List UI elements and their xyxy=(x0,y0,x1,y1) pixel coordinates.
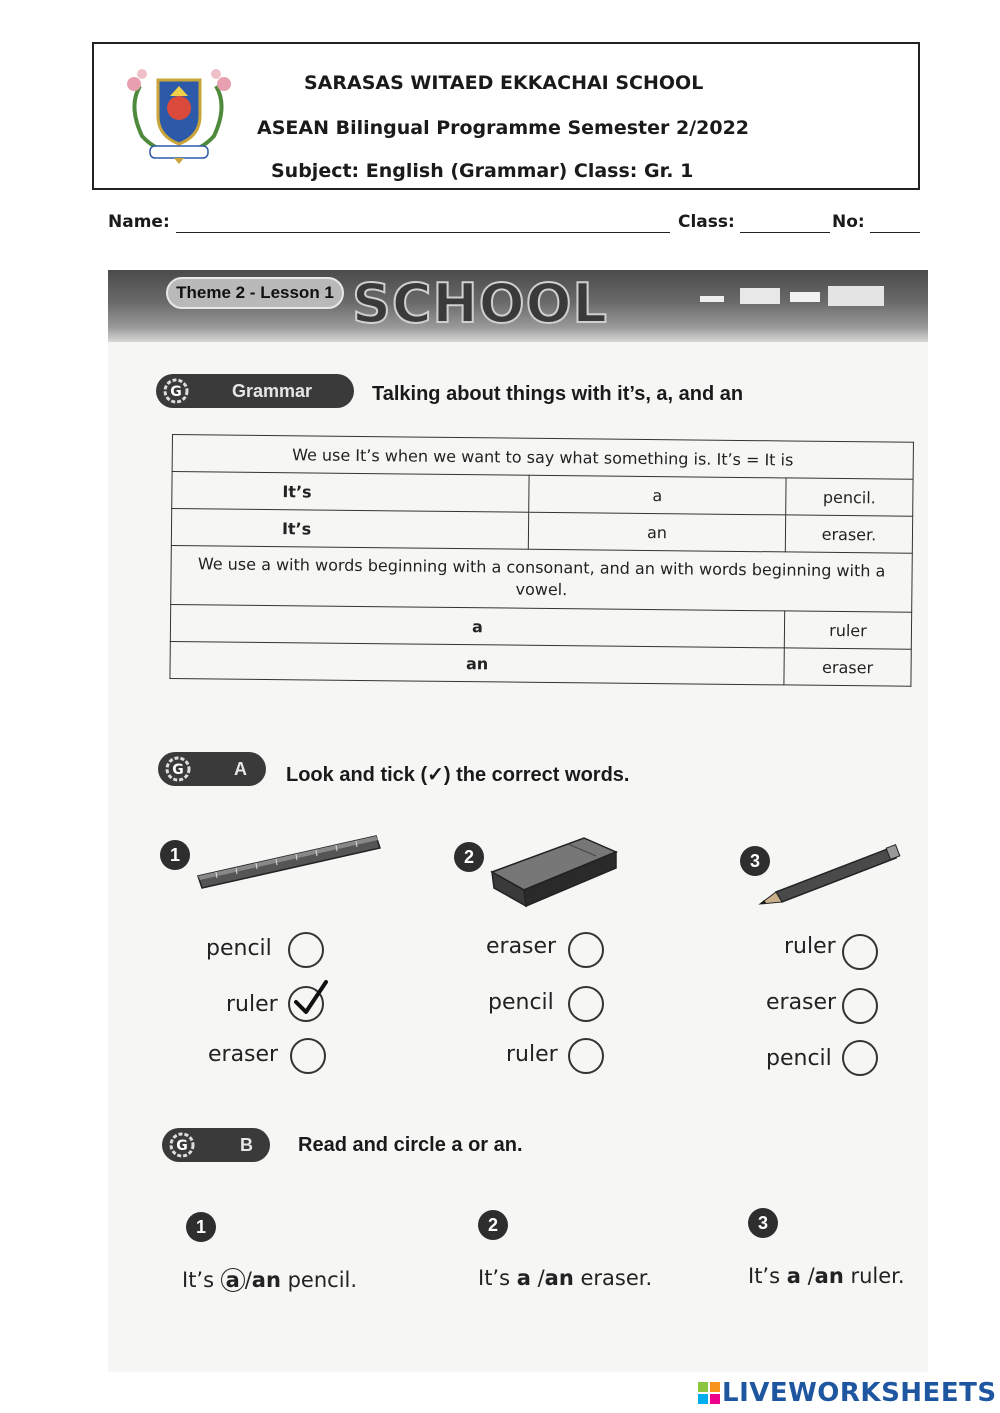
svg-text:G: G xyxy=(170,384,182,400)
option-label: ruler xyxy=(226,992,278,1017)
name-label: Name: xyxy=(108,212,170,232)
class-label: Class: xyxy=(678,212,735,232)
no-field[interactable] xyxy=(870,232,920,233)
section-b-label: B xyxy=(240,1135,253,1155)
section-a-title: Look and tick (✓) the correct words. xyxy=(286,764,630,786)
choice-an[interactable]: an xyxy=(544,1266,574,1290)
tick-circle[interactable] xyxy=(842,934,878,970)
eraser-picture xyxy=(488,828,620,910)
choice-a[interactable]: a xyxy=(516,1266,531,1290)
grammar-table xyxy=(169,434,914,687)
checkmark-icon xyxy=(288,978,330,1020)
section-a-label: A xyxy=(234,759,247,779)
liveworksheets-logo-icon xyxy=(698,1382,720,1404)
item-number: 1 xyxy=(160,840,190,870)
ruler-picture xyxy=(196,830,382,894)
circled-answer-a[interactable]: a xyxy=(221,1268,245,1292)
item-number: 3 xyxy=(748,1208,778,1238)
table-row: It’s a pencil. xyxy=(172,472,913,517)
pencil-picture xyxy=(756,842,902,908)
grammar-pill-label: Grammar xyxy=(232,381,313,401)
school-name: SARASAS WITAED EKKACHAI SCHOOL xyxy=(304,72,704,94)
sentence-2: It’s a /an eraser. xyxy=(478,1266,653,1290)
table-row: an eraser xyxy=(170,641,911,686)
gear-icon xyxy=(162,377,190,405)
option-label: eraser xyxy=(208,1042,279,1067)
section-b-title: Read and circle a or an. xyxy=(298,1134,523,1156)
tick-circle[interactable] xyxy=(290,1038,326,1074)
option-label: ruler xyxy=(784,934,836,959)
class-field[interactable] xyxy=(740,232,830,233)
grammar-title: Talking about things with it’s, a, and an xyxy=(372,383,744,405)
banner-title: SCHOOL xyxy=(352,272,608,335)
option-label: eraser xyxy=(486,934,557,959)
grammar-intro: We use It’s when we want to say what something is. It’s = It is xyxy=(172,435,913,480)
student-info-line xyxy=(108,212,920,238)
tick-circle[interactable] xyxy=(568,1038,604,1074)
tick-circle[interactable] xyxy=(842,1040,878,1076)
programme-title: ASEAN Bilingual Programme Semester 2/2022 xyxy=(257,117,750,139)
sentence-3: It’s a /an ruler. xyxy=(748,1264,905,1288)
tick-circle[interactable] xyxy=(288,932,324,968)
tick-circle-checked[interactable] xyxy=(288,986,324,1022)
tick-circle[interactable] xyxy=(568,932,604,968)
tick-circle[interactable] xyxy=(842,988,878,1024)
sentence-1: It’s a /an pencil. xyxy=(182,1268,358,1292)
school-crest-icon xyxy=(120,66,238,166)
name-field[interactable] xyxy=(176,232,670,233)
subject-line: Subject: English (Grammar) Class: Gr. 1 xyxy=(271,160,694,182)
item-number: 2 xyxy=(454,842,484,872)
item-number: 1 xyxy=(186,1212,216,1242)
option-label: ruler xyxy=(506,1042,558,1067)
theme-label: Theme 2 - Lesson 1 xyxy=(166,277,344,309)
table-row: a ruler xyxy=(170,604,911,649)
choice-an[interactable]: an xyxy=(814,1264,844,1288)
table-row: It’s an eraser. xyxy=(171,509,912,554)
footer-brand: LIVEWORKSHEETS xyxy=(722,1378,997,1408)
gear-icon xyxy=(164,755,192,783)
gear-icon xyxy=(168,1131,196,1159)
option-label: pencil xyxy=(766,1046,832,1071)
section-a-pill xyxy=(158,752,266,786)
svg-text:G: G xyxy=(176,1138,188,1154)
tick-circle[interactable] xyxy=(568,986,604,1022)
option-label: pencil xyxy=(488,990,554,1015)
banner-decoration xyxy=(700,282,890,310)
choice-a[interactable]: a xyxy=(786,1264,801,1288)
grammar-pill xyxy=(156,374,354,408)
option-label: pencil xyxy=(206,936,272,961)
no-label: No: xyxy=(832,212,865,232)
item-number: 2 xyxy=(478,1210,508,1240)
option-label: eraser xyxy=(766,990,837,1015)
choice-an[interactable]: an xyxy=(251,1268,281,1292)
svg-text:G: G xyxy=(172,762,184,778)
grammar-rule: We use a with words beginning with a consonant, and an with words beginning with a vowel. xyxy=(171,545,913,612)
item-number: 3 xyxy=(740,846,770,876)
